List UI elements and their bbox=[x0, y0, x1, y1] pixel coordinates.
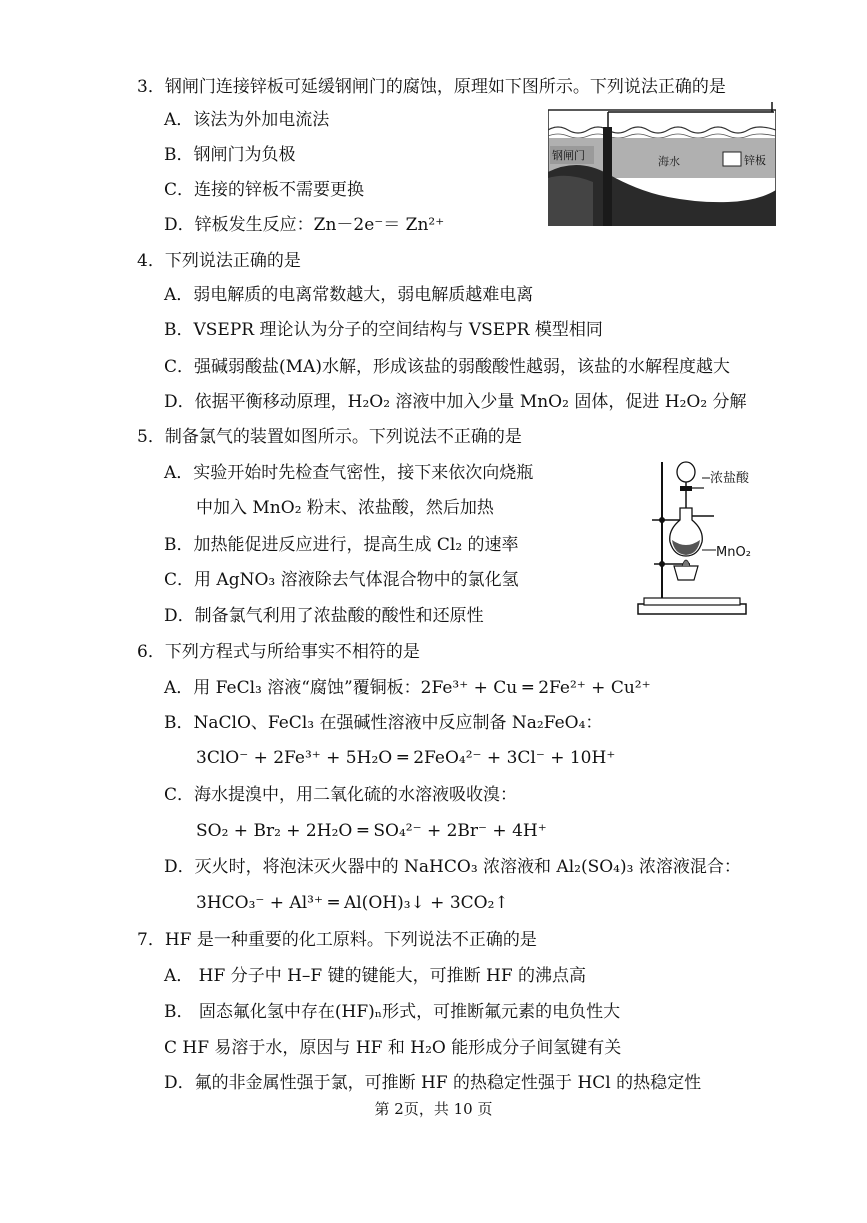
q5-option-a: A．实验开始时先检查气密性，接下来依次向烧瓶 bbox=[164, 463, 534, 483]
figure-label-conc-hcl: 浓盐酸 bbox=[710, 471, 750, 486]
q3-option-c: C．连接的锌板不需要更换 bbox=[164, 180, 365, 200]
question-3-stem: 3．钢闸门连接锌板可延缓钢闸门的腐蚀，原理如下图所示。下列说法正确的是 bbox=[137, 77, 726, 97]
figure-label-steel-gate: 钢闸门 bbox=[552, 149, 585, 162]
q3-option-a: A．该法为外加电流法 bbox=[164, 110, 330, 130]
q4-option-c: C．强碱弱酸盐(MA)水解，形成该盐的弱酸酸性越弱，该盐的水解程度越大 bbox=[164, 357, 730, 377]
q3-option-d: D．锌板发生反应：Zn－2e⁻＝ Zn²⁺ bbox=[164, 215, 445, 235]
q6-option-a: A．用 FeCl₃ 溶液“腐蚀”覆铜板：2Fe³⁺ + Cu ═ 2Fe²⁺ + Cu²⁺ bbox=[164, 678, 651, 698]
q4-option-d: D．依据平衡移动原理，H₂O₂ 溶液中加入少量 MnO₂ 固体，促进 H₂O₂ 分解 bbox=[164, 392, 747, 412]
q6-option-c: C．海水提溴中，用二氧化硫的水溶液吸收溴： bbox=[164, 785, 518, 805]
q7-option-a: A． HF 分子中 H–F 键的键能大，可推断 HF 的沸点高 bbox=[164, 966, 587, 986]
chlorine-apparatus-figure bbox=[632, 458, 762, 616]
q7-option-c: C HF 易溶于水，原因与 HF 和 H₂O 能形成分子间氢键有关 bbox=[164, 1038, 622, 1058]
q4-option-a: A．弱电解质的电离常数越大，弱电解质越难电离 bbox=[164, 285, 534, 305]
q3-option-b: B．钢闸门为负极 bbox=[164, 145, 296, 165]
q6-option-b: B．NaClO、FeCl₃ 在强碱性溶液中反应制备 Na₂FeO₄： bbox=[164, 713, 603, 733]
figure-label-zinc: 锌板 bbox=[744, 154, 766, 167]
question-5-stem: 5．制备氯气的装置如图所示。下列说法不正确的是 bbox=[137, 427, 522, 447]
q5-option-b: B．加热能促进反应进行，提高生成 Cl₂ 的速率 bbox=[164, 535, 519, 555]
figure-label-mno2: MnO₂ bbox=[716, 545, 751, 560]
q6-option-d: D．灭火时，将泡沫灭火器中的 NaHCO₃ 浓溶液和 Al₂(SO₄)₃ 浓溶液混合： bbox=[164, 857, 741, 877]
q5-option-d: D．制备氯气利用了浓盐酸的酸性和还原性 bbox=[164, 606, 484, 626]
question-7-stem: 7．HF 是一种重要的化工原料。下列说法不正确的是 bbox=[137, 930, 537, 950]
question-6-stem: 6．下列方程式与所给事实不相符的是 bbox=[137, 642, 420, 662]
page-footer: 第 2页，共 10 页 bbox=[374, 1100, 493, 1118]
q6-option-d-equation: 3HCO₃⁻ + Al³⁺ ═ Al(OH)₃↓ + 3CO₂↑ bbox=[196, 893, 509, 913]
q7-option-b: B． 固态氟化氢中存在(HF)ₙ形式，可推断氟元素的电负性大 bbox=[164, 1002, 621, 1022]
q5-option-c: C．用 AgNO₃ 溶液除去气体混合物中的氯化氢 bbox=[164, 570, 519, 590]
question-4-stem: 4．下列说法正确的是 bbox=[137, 251, 301, 271]
q6-option-c-equation: SO₂ + Br₂ + 2H₂O ═ SO₄²⁻ + 2Br⁻ + 4H⁺ bbox=[196, 821, 547, 841]
steel-gate-zinc-figure bbox=[548, 102, 776, 226]
q6-option-b-equation: 3ClO⁻ + 2Fe³⁺ + 5H₂O ═ 2FeO₄²⁻ + 3Cl⁻ + 10H⁺ bbox=[196, 748, 616, 768]
q4-option-b: B．VSEPR 理论认为分子的空间结构与 VSEPR 模型相同 bbox=[164, 320, 603, 340]
q7-option-d: D．氟的非金属性强于氯，可推断 HF 的热稳定性强于 HCl 的热稳定性 bbox=[164, 1073, 702, 1093]
figure-label-seawater: 海水 bbox=[658, 155, 680, 168]
q5-option-a-cont: 中加入 MnO₂ 粉末、浓盐酸，然后加热 bbox=[196, 498, 494, 518]
